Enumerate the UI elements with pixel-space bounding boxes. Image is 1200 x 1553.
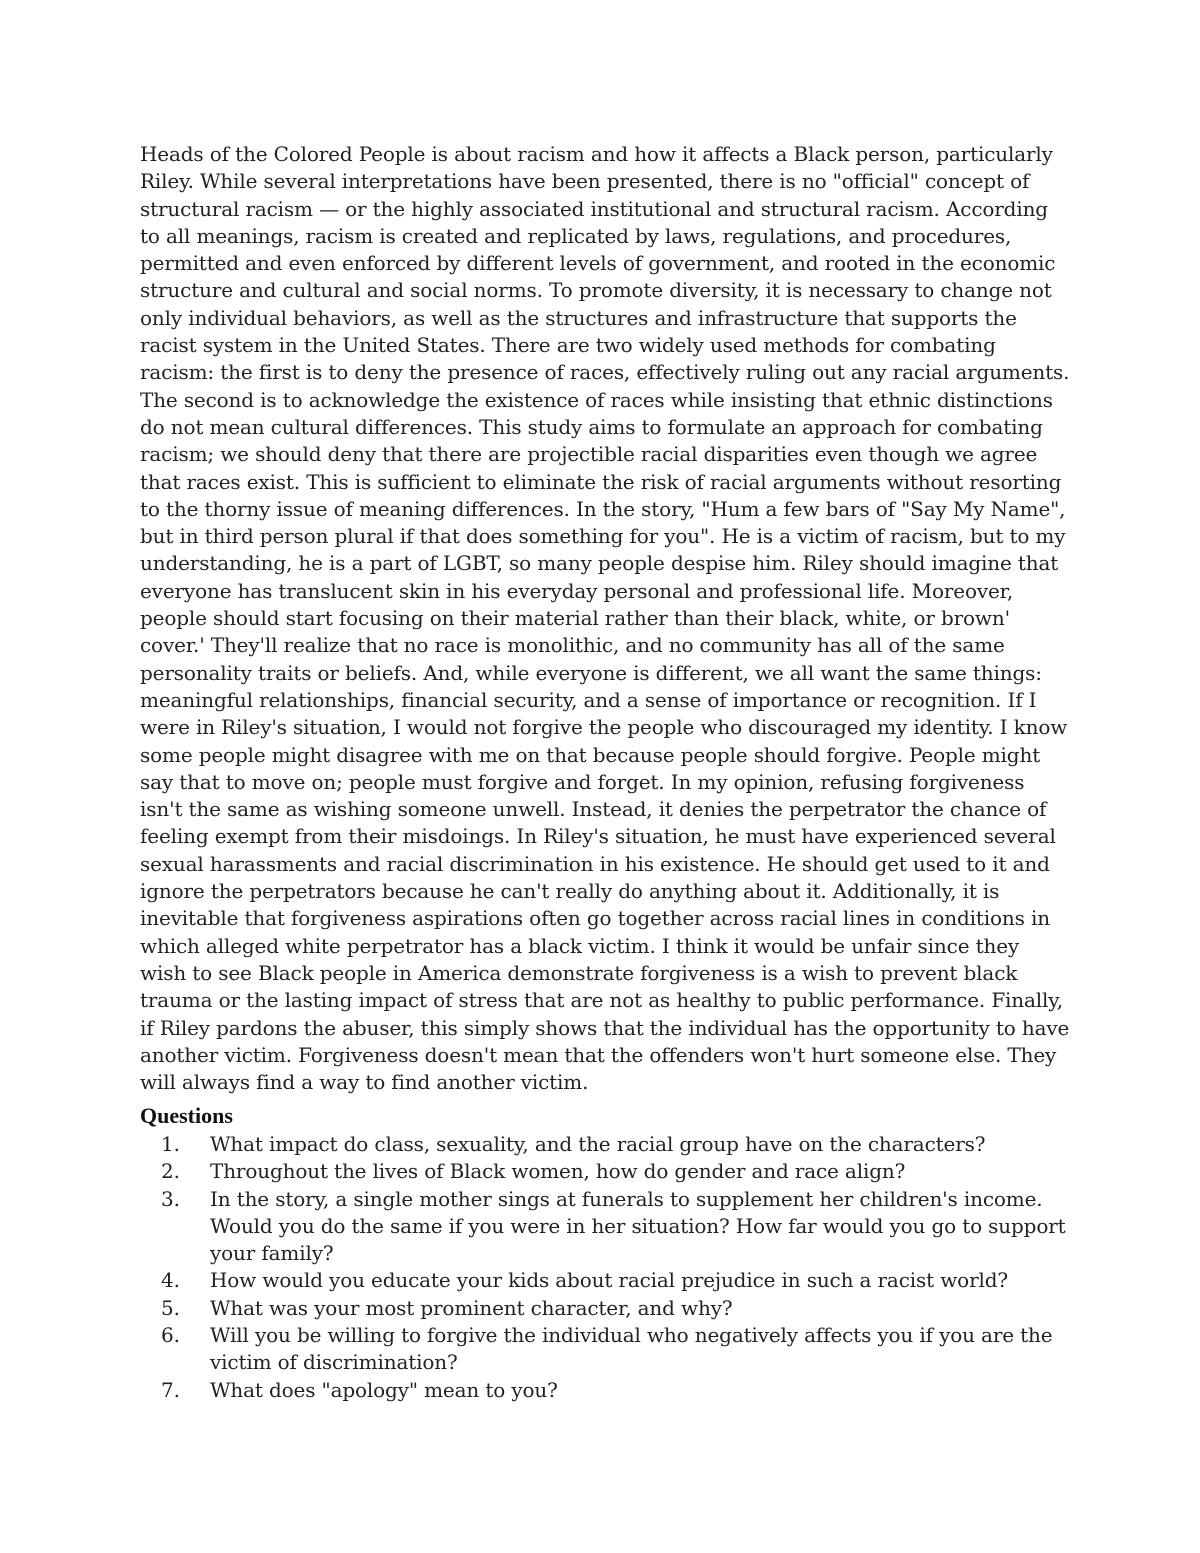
question-text: Throughout the lives of Black women, how do gender and race align? xyxy=(210,1159,906,1184)
question-item xyxy=(140,1295,1070,1322)
question-text: What impact do class, sexuality, and the racial group have on the characters? xyxy=(210,1132,986,1156)
question-text: In the story, a single mother sings at funerals to supplement her children's income. Would you do the same if you were in her situation? How far would you go to support your family? xyxy=(210,1186,1066,1266)
question-number: 1. xyxy=(161,1132,180,1156)
questions-list xyxy=(140,1131,1070,1404)
question-item xyxy=(140,1267,1070,1294)
questions-heading: Questions xyxy=(140,1103,233,1128)
question-text: Will you be willing to forgive the individual who negatively affects you if you are the victim of discrimination? xyxy=(210,1323,1053,1375)
question-item xyxy=(140,1131,1070,1158)
question-number: 3. xyxy=(161,1186,180,1211)
question-text: How would you educate your kids about racial prejudice in such a racist world? xyxy=(210,1268,1008,1293)
question-item xyxy=(140,1322,1070,1377)
question-text: What was your most prominent character, and why? xyxy=(210,1295,733,1320)
question-number: 7. xyxy=(161,1377,180,1402)
question-item xyxy=(140,1158,1070,1185)
question-item xyxy=(140,1377,1070,1404)
question-text: What does "apology" mean to you? xyxy=(210,1377,558,1402)
question-number: 4. xyxy=(161,1268,180,1293)
body-paragraph: Heads of the Colored People is about racism and how it affects a Black person, particularly Riley. While several interpretations have been presented, there is no "official" concept of structural racism — or the highly associated institutional and structural racism. According to all meanings, racism is created and replicated by laws, regulations, and procedures, permitted and even enforced by different levels of government, and rooted in the economic structure and cultural and social norms. To promote diversity, it is necessary to change not only individual behaviors, as well as the structures and infrastructure that supports the racist system in the United States. There are two widely used methods for combating racism: the first is to deny the presence of races, effectively ruling out any racial arguments. The second is to acknowledge the existence of races while insisting that ethnic distinctions do not mean cultural differences. This study aims to formulate an approach for combating racism; we should deny that there are projectible racial disparities even though we agree that races exist. This is sufficient to eliminate the risk of racial arguments without resorting to the thorny issue of meaning differences. In the story, "Hum a few bars of "Say My Name", but in third person plural if that does something for you". He is a victim of racism, but to my understanding, he is a part of LGBT, so many people despise him. Riley should imagine that everyone has translucent skin in his everyday personal and professional life. Moreover, people should start focusing on their material rather than their black, white, or brown' cover.' They'll realize that no race is monolithic, and no community has all of the same personality traits or beliefs. And, while everyone is different, we all want the same things: meaningful relationships, financial security, and a sense of importance or recognition. If I were in Riley's situation, I would not forgive the people who discouraged my identity. I know some people might disagree with me on that because people should forgive. People might say that to move on; people must forgive and forget. In my opinion, refusing forgiveness isn't the same as wishing someone unwell. Instead, it denies the perpetrator the chance of feeling exempt from their misdoings. In Riley's situation, he must have experienced several sexual harassments and racial discrimination in his existence. He should get used to it and ignore the perpetrators because he can't really do anything about it. Additionally, it is inevitable that forgiveness aspirations often go together across racial lines in conditions in which alleged white perpetrator has a black victim. I think it would be unfair since they wish to see Black people in America demonstrate forgiveness is a wish to prevent black trauma or the lasting impact of stress that are not as healthy to public performance. Finally, if Riley pardons the abuser, this simply shows that the individual has the opportunity to have another victim. Forgiveness doesn't mean that the offenders won't hurt someone else. They will always find a way to find another victim. xyxy=(140,142,1070,1095)
question-number: 5. xyxy=(161,1295,180,1320)
question-item xyxy=(140,1186,1070,1268)
question-number: 6. xyxy=(161,1323,180,1348)
question-number: 2. xyxy=(161,1159,180,1184)
questions-section xyxy=(140,1101,1070,1404)
